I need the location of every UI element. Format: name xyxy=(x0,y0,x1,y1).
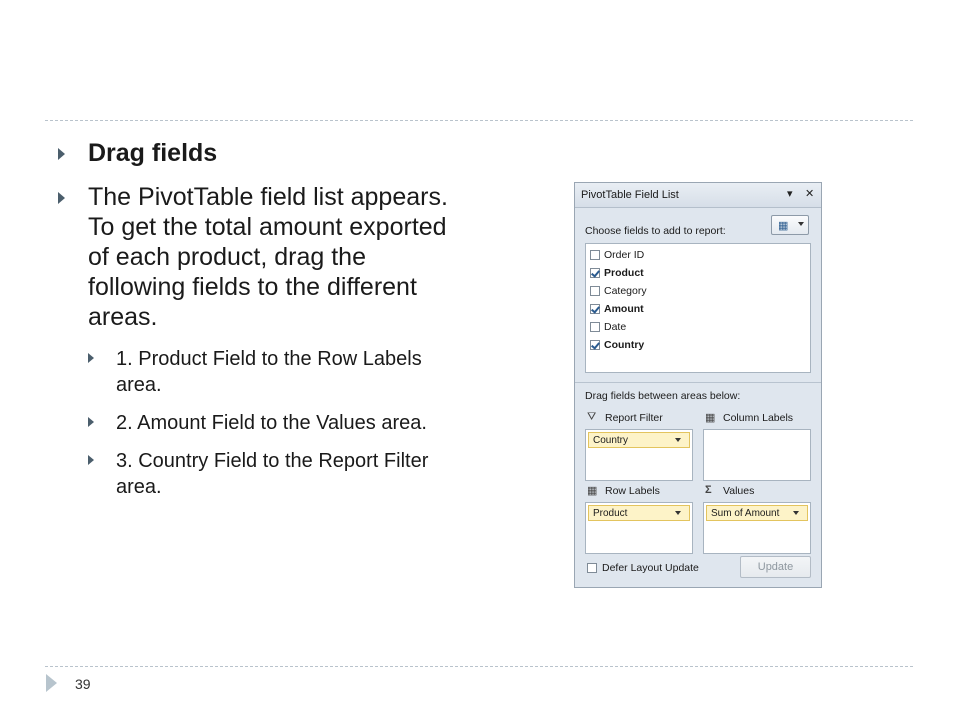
field-label: Country xyxy=(604,339,645,351)
field-label: Order ID xyxy=(604,249,645,261)
sub-bullet-2 xyxy=(88,410,446,436)
panel-close-icon[interactable]: ✕ xyxy=(805,188,815,200)
field-item-date[interactable] xyxy=(586,319,810,337)
pill-label: Sum of Amount xyxy=(711,508,780,519)
page-marker-icon xyxy=(46,674,57,692)
pill-label: Product xyxy=(593,508,628,519)
panel-menu-chevron-down-icon[interactable]: ▾ xyxy=(787,188,793,200)
field-item-product[interactable] xyxy=(586,265,810,283)
sub-bullet-arrow-icon xyxy=(88,353,94,363)
panel-divider xyxy=(575,382,821,383)
drag-fields-label: Drag fields between areas below: xyxy=(585,390,741,402)
field-item-country[interactable] xyxy=(586,337,810,355)
chevron-down-icon xyxy=(798,222,804,226)
report-filter-area[interactable] xyxy=(585,429,693,481)
pivottable-field-list-panel xyxy=(574,182,822,588)
pill-label: Country xyxy=(593,435,629,446)
sub-bullet-1 xyxy=(88,346,446,398)
sub-bullet-arrow-icon xyxy=(88,455,94,465)
panel-title: PivotTable Field List xyxy=(581,189,679,201)
field-label: Product xyxy=(604,267,644,279)
field-item-category[interactable] xyxy=(586,283,810,301)
bullet-pivottable-appears xyxy=(58,182,458,332)
sub-bullet-text: 2. Amount Field to the Values area. xyxy=(116,412,427,434)
column-labels-label: Column Labels xyxy=(723,412,794,424)
field-checkbox[interactable] xyxy=(590,250,600,260)
field-label: Category xyxy=(604,285,647,297)
field-checkbox[interactable] xyxy=(590,286,600,296)
layout-icon: ▦ xyxy=(778,220,789,232)
chevron-down-icon[interactable] xyxy=(675,438,681,442)
field-checkbox[interactable] xyxy=(590,304,600,314)
column-labels-area[interactable] xyxy=(703,429,811,481)
field-layout-button[interactable] xyxy=(771,215,809,235)
defer-layout-label: Defer Layout Update xyxy=(602,562,699,574)
field-checkbox[interactable] xyxy=(590,322,600,332)
top-divider xyxy=(45,120,913,121)
bottom-divider xyxy=(45,666,913,667)
field-item-order-id[interactable] xyxy=(586,247,810,265)
values-area[interactable] xyxy=(703,502,811,554)
chevron-down-icon[interactable] xyxy=(793,511,799,515)
field-checkbox[interactable] xyxy=(590,340,600,350)
sum-of-amount-field-button[interactable] xyxy=(706,505,808,521)
bullet-list xyxy=(58,138,458,512)
bullet-text: Drag fields xyxy=(88,139,218,167)
update-button[interactable]: Update xyxy=(740,556,811,578)
field-item-amount[interactable] xyxy=(586,301,810,319)
bullet-text: The PivotTable field list appears. To get the total amount exported of each product, drag the following fields to the different areas. xyxy=(88,183,448,331)
field-checkbox[interactable] xyxy=(590,268,600,278)
field-list-box xyxy=(585,243,811,373)
choose-fields-label: Choose fields to add to report: xyxy=(585,225,726,237)
field-label: Date xyxy=(604,321,627,333)
sub-bullet-text: 3. Country Field to the Report Filter area. xyxy=(116,450,429,498)
sigma-icon: Σ xyxy=(705,484,712,496)
row-labels-area[interactable] xyxy=(585,502,693,554)
values-label: Values xyxy=(723,485,755,497)
bullet-arrow-icon xyxy=(58,192,65,204)
country-field-button[interactable] xyxy=(588,432,690,448)
defer-layout-checkbox[interactable] xyxy=(587,563,597,573)
panel-header xyxy=(575,183,821,208)
sub-bullet-text: 1. Product Field to the Row Labels area. xyxy=(116,348,422,396)
sub-bullet-arrow-icon xyxy=(88,417,94,427)
product-field-button[interactable] xyxy=(588,505,690,521)
row-labels-label: Row Labels xyxy=(605,485,660,497)
bullet-arrow-icon xyxy=(58,148,65,160)
page-number: 39 xyxy=(75,676,91,692)
sub-bullet-3 xyxy=(88,448,446,500)
filter-icon: ⛛ xyxy=(587,411,597,423)
chevron-down-icon[interactable] xyxy=(675,511,681,515)
grid-icon: ▦ xyxy=(705,412,716,424)
report-filter-label: Report Filter xyxy=(605,412,663,424)
grid-icon: ▦ xyxy=(587,485,598,497)
bullet-drag-fields xyxy=(58,138,458,168)
field-label: Amount xyxy=(604,303,644,315)
